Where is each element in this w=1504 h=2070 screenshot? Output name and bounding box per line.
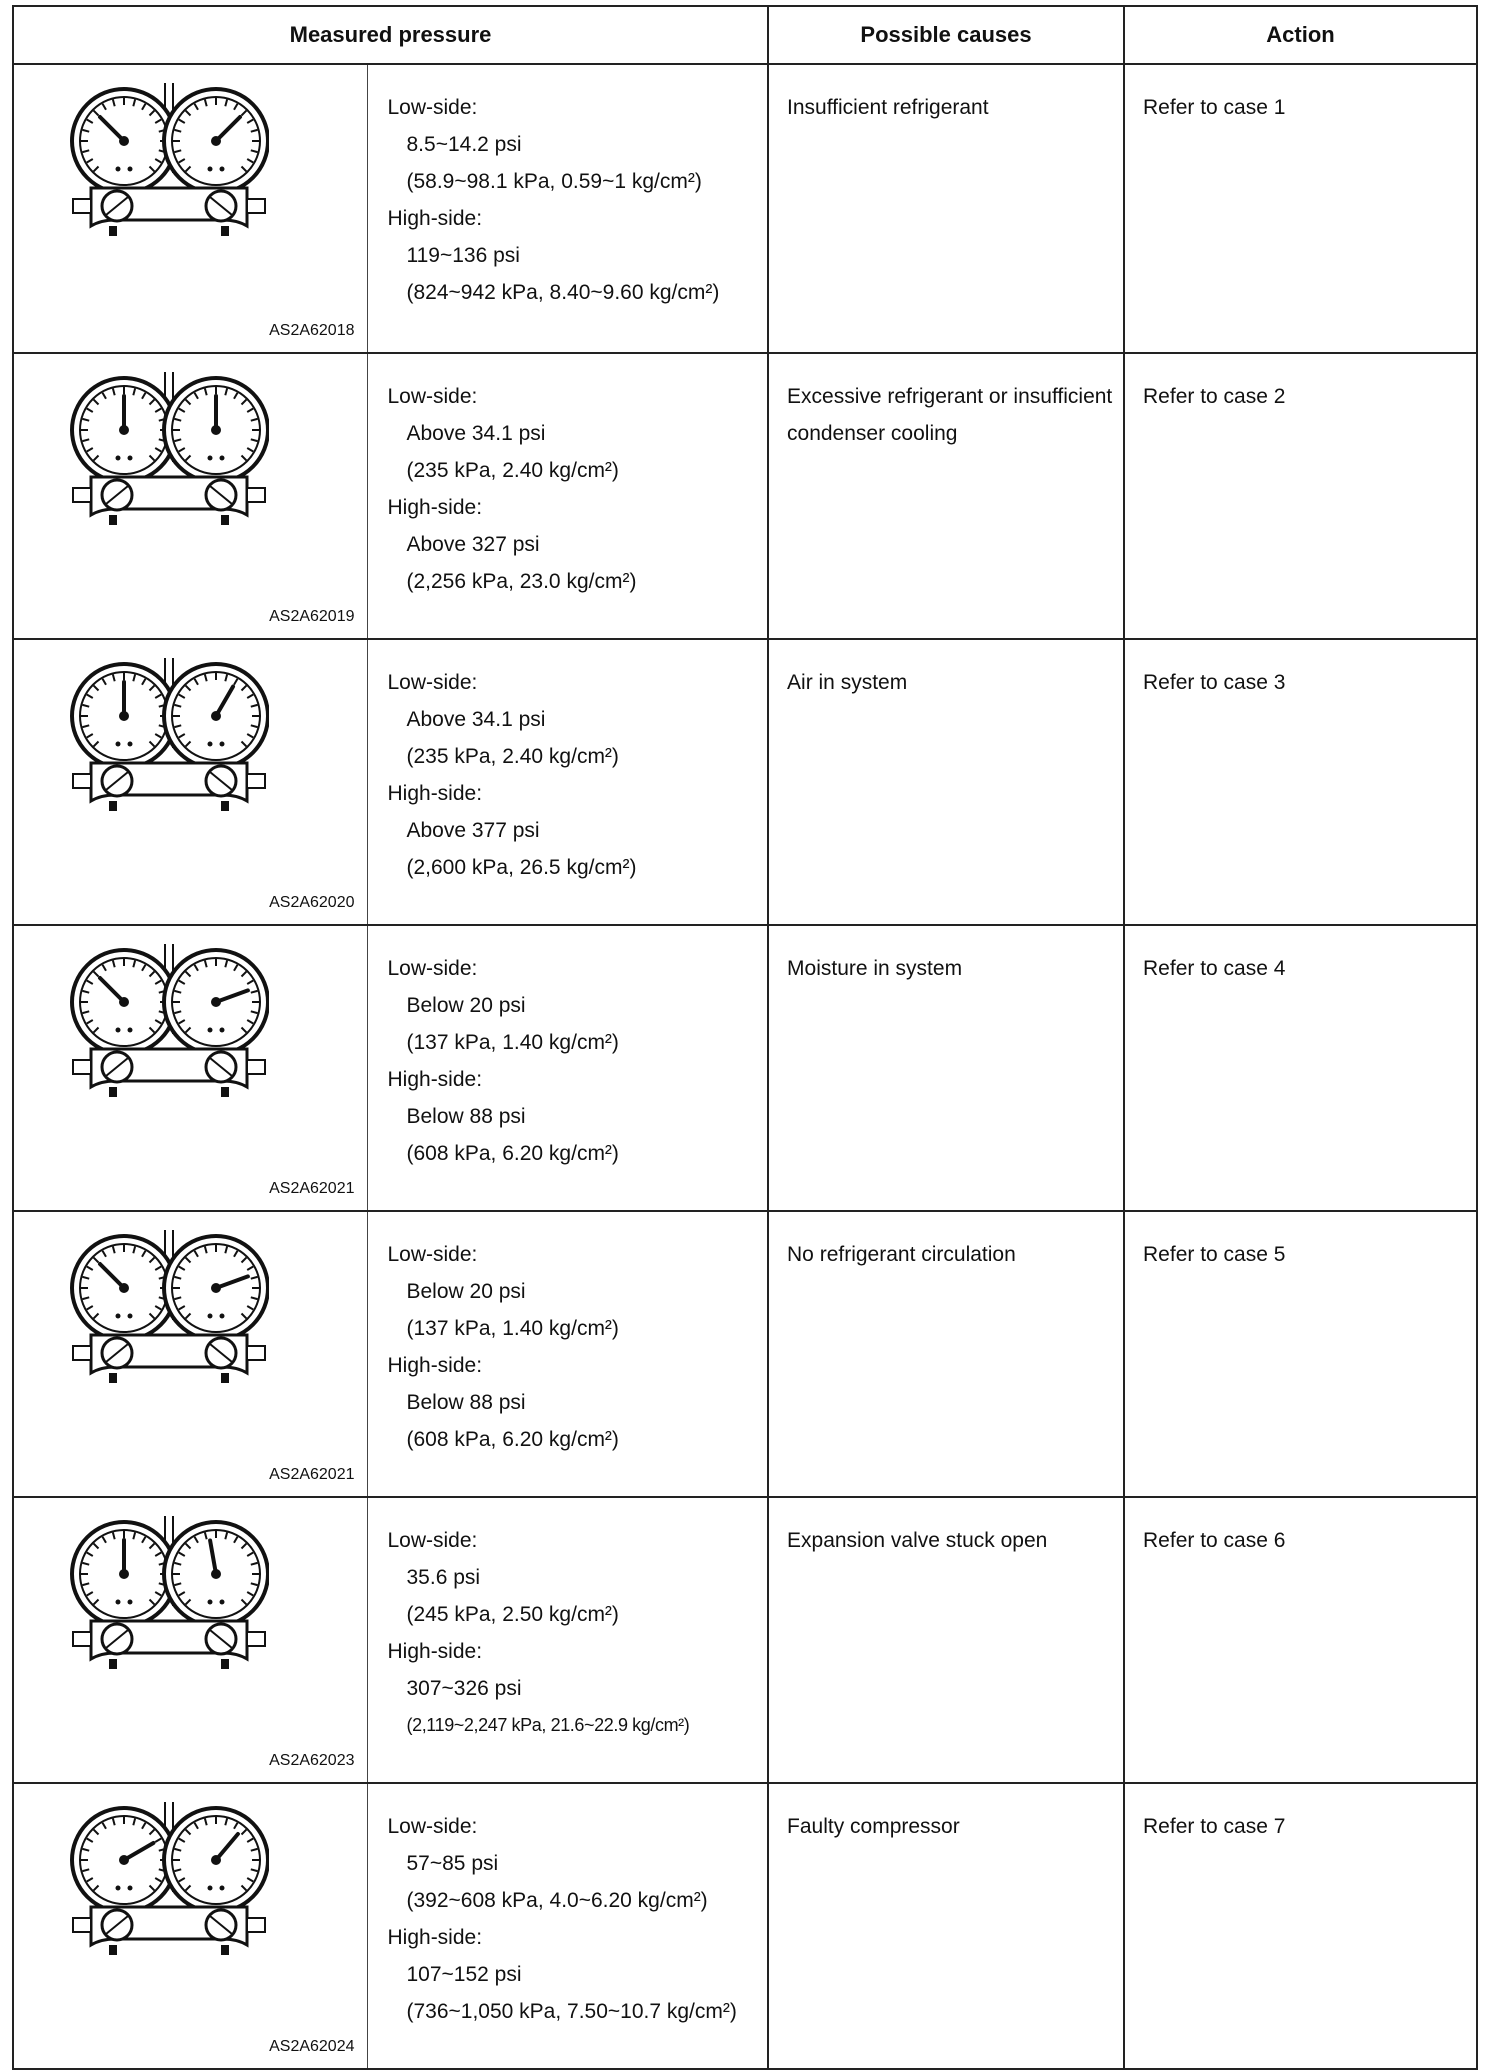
low-side-psi: 8.5~14.2 psi <box>406 133 522 156</box>
action: Refer to case 6 <box>1124 1497 1477 1783</box>
high-valve-knob <box>206 1624 236 1654</box>
low-side-psi: 57~85 psi <box>406 1852 499 1875</box>
low-side-metric: (137 kPa, 1.40 kg/cm²) <box>406 1031 619 1054</box>
high-valve-knob <box>206 766 236 796</box>
gauge-figure <box>13 1783 367 2069</box>
action: Refer to case 5 <box>1124 1211 1477 1497</box>
high-pressure-gauge <box>164 1236 268 1340</box>
action: Refer to case 1 <box>1124 64 1477 353</box>
low-side-label: Low-side: <box>387 1529 478 1552</box>
possible-cause: Moisture in system <box>768 925 1124 1211</box>
gauge-figure <box>13 353 367 639</box>
possible-cause: Air in system <box>768 639 1124 925</box>
pressure-diagnosis-table <box>12 5 1478 2070</box>
gauge-figure <box>13 64 367 353</box>
figure-code: AS2A62020 <box>269 894 355 911</box>
pressure-readings <box>367 639 768 925</box>
action: Refer to case 7 <box>1124 1783 1477 2069</box>
low-side-label: Low-side: <box>387 1815 478 1838</box>
manifold-gauge-icon <box>69 1802 269 1962</box>
table-row <box>13 639 1477 925</box>
manifold-gauge-icon <box>69 372 269 532</box>
manifold-gauge-icon <box>69 944 269 1104</box>
possible-cause: No refrigerant circulation <box>768 1211 1124 1497</box>
high-valve-knob <box>206 1338 236 1368</box>
table-row <box>13 1783 1477 2069</box>
low-side-label: Low-side: <box>387 957 478 980</box>
low-side-metric: (137 kPa, 1.40 kg/cm²) <box>406 1317 619 1340</box>
figure-code: AS2A62018 <box>269 322 355 339</box>
low-side-label: Low-side: <box>387 671 478 694</box>
figure-code: AS2A62019 <box>269 608 355 625</box>
manifold-gauge-icon <box>69 1516 269 1676</box>
table-row <box>13 1211 1477 1497</box>
action: Refer to case 3 <box>1124 639 1477 925</box>
low-pressure-gauge <box>72 1522 176 1626</box>
possible-cause: Expansion valve stuck open <box>768 1497 1124 1783</box>
low-pressure-gauge <box>72 950 176 1054</box>
gauge-figure <box>13 1497 367 1783</box>
high-side-label: High-side: <box>387 1354 483 1377</box>
high-side-label: High-side: <box>387 1926 483 1949</box>
high-side-psi: 119~136 psi <box>406 244 520 267</box>
low-valve-knob <box>102 1338 132 1368</box>
high-side-metric: (608 kPa, 6.20 kg/cm²) <box>406 1142 619 1165</box>
low-pressure-gauge <box>72 378 176 482</box>
table-row <box>13 353 1477 639</box>
low-pressure-gauge <box>72 1236 176 1340</box>
high-valve-knob <box>206 480 236 510</box>
high-pressure-gauge <box>164 89 268 193</box>
manifold-gauge-icon <box>69 1230 269 1390</box>
figure-code: AS2A62023 <box>269 1752 355 1769</box>
low-side-metric: (235 kPa, 2.40 kg/cm²) <box>406 745 619 768</box>
table-row <box>13 1497 1477 1783</box>
high-valve-knob <box>206 1052 236 1082</box>
possible-cause: Insufficient refrigerant <box>768 64 1124 353</box>
table-row <box>13 925 1477 1211</box>
high-side-label: High-side: <box>387 207 483 230</box>
high-side-metric: (824~942 kPa, 8.40~9.60 kg/cm²) <box>406 281 720 304</box>
low-side-psi: 35.6 psi <box>406 1566 481 1589</box>
low-valve-knob <box>102 766 132 796</box>
low-valve-knob <box>102 1052 132 1082</box>
figure-code: AS2A62024 <box>269 2038 355 2055</box>
high-side-metric: (736~1,050 kPa, 7.50~10.7 kg/cm²) <box>406 2000 737 2023</box>
pressure-readings <box>367 925 768 1211</box>
header-action: Action <box>1124 6 1477 64</box>
low-valve-knob <box>102 1624 132 1654</box>
pressure-readings <box>367 1783 768 2069</box>
gauge-figure <box>13 639 367 925</box>
low-side-metric: (245 kPa, 2.50 kg/cm²) <box>406 1603 619 1626</box>
pressure-readings <box>367 1211 768 1497</box>
low-valve-knob <box>102 1910 132 1940</box>
possible-cause: Faulty compressor <box>768 1783 1124 2069</box>
high-side-psi: 107~152 psi <box>406 1963 522 1986</box>
high-pressure-gauge <box>164 664 268 768</box>
gauge-figure <box>13 1211 367 1497</box>
high-pressure-gauge <box>164 1522 268 1626</box>
high-pressure-gauge <box>164 378 268 482</box>
low-side-label: Low-side: <box>387 1243 478 1266</box>
high-side-metric: (608 kPa, 6.20 kg/cm²) <box>406 1428 619 1451</box>
table-row <box>13 64 1477 353</box>
high-valve-knob <box>206 191 236 221</box>
high-side-psi: Above 327 psi <box>406 533 540 556</box>
low-side-metric: (392~608 kPa, 4.0~6.20 kg/cm²) <box>406 1889 708 1912</box>
high-side-label: High-side: <box>387 1068 483 1091</box>
high-side-psi: Below 88 psi <box>406 1105 526 1128</box>
high-side-metric: (2,119~2,247 kPa, 21.6~22.9 kg/cm²) <box>406 1715 690 1735</box>
high-side-psi: 307~326 psi <box>406 1677 522 1700</box>
high-side-metric: (2,256 kPa, 23.0 kg/cm²) <box>406 570 637 593</box>
low-side-psi: Above 34.1 psi <box>406 422 546 445</box>
high-side-label: High-side: <box>387 782 483 805</box>
header-measured-pressure: Measured pressure <box>13 6 768 64</box>
action: Refer to case 2 <box>1124 353 1477 639</box>
low-side-psi: Below 20 psi <box>406 994 526 1017</box>
high-pressure-gauge <box>164 1808 268 1912</box>
manifold-gauge-icon <box>69 658 269 818</box>
action: Refer to case 4 <box>1124 925 1477 1211</box>
manifold-gauge-icon <box>69 83 269 243</box>
low-side-label: Low-side: <box>387 385 478 408</box>
figure-code: AS2A62021 <box>269 1180 355 1197</box>
gauge-figure <box>13 925 367 1211</box>
low-pressure-gauge <box>72 1808 176 1912</box>
low-side-label: Low-side: <box>387 96 478 119</box>
pressure-readings <box>367 353 768 639</box>
low-valve-knob <box>102 480 132 510</box>
low-pressure-gauge <box>72 89 176 193</box>
high-side-psi: Above 377 psi <box>406 819 540 842</box>
high-side-label: High-side: <box>387 496 483 519</box>
high-side-label: High-side: <box>387 1640 483 1663</box>
header-possible-causes: Possible causes <box>768 6 1124 64</box>
low-side-metric: (235 kPa, 2.40 kg/cm²) <box>406 459 619 482</box>
low-pressure-gauge <box>72 664 176 768</box>
high-side-metric: (2,600 kPa, 26.5 kg/cm²) <box>406 856 637 879</box>
low-side-psi: Below 20 psi <box>406 1280 526 1303</box>
low-side-psi: Above 34.1 psi <box>406 708 546 731</box>
possible-cause: Excessive refrigerant or insufficient condenser cooling <box>768 353 1124 639</box>
high-pressure-gauge <box>164 950 268 1054</box>
pressure-readings <box>367 1497 768 1783</box>
low-valve-knob <box>102 191 132 221</box>
high-side-psi: Below 88 psi <box>406 1391 526 1414</box>
high-valve-knob <box>206 1910 236 1940</box>
figure-code: AS2A62021 <box>269 1466 355 1483</box>
low-side-metric: (58.9~98.1 kPa, 0.59~1 kg/cm²) <box>406 170 702 193</box>
pressure-readings <box>367 64 768 353</box>
